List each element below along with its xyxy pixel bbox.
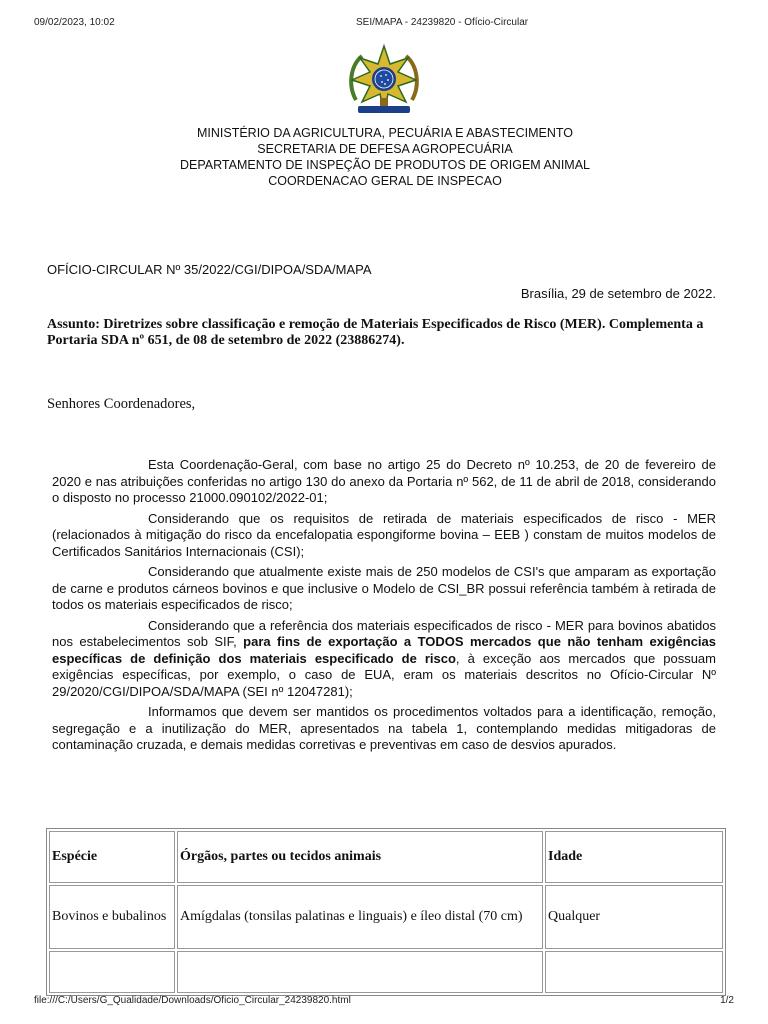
- cell-species: Bovinos e bubalinos: [49, 885, 175, 949]
- org-line-coordination: COORDENACAO GERAL DE INSPECAO: [268, 174, 502, 188]
- cell-age: Qualquer: [545, 885, 723, 949]
- paragraph-5: Informamos que devem ser mantidos os procedimentos voltados para a identificação, remoção, segregação e a inutilização do MER, apresentados na tabela 1, contemplando medidas mitigadoras de contaminação cruzada, e demais medidas corretivas e preventivas em caso de desvios apurados.: [52, 704, 716, 752]
- table-row: [49, 885, 723, 949]
- salutation: Senhores Coordenadores,: [47, 396, 196, 412]
- org-line-ministry: MINISTÉRIO DA AGRICULTURA, PECUÁRIA E ABASTECIMENTO: [196, 126, 573, 140]
- org-line-secretariat: SECRETARIA DE DEFESA AGROPECUÁRIA: [257, 142, 513, 156]
- table-row-empty: [49, 951, 723, 993]
- print-page-number: 1/2: [720, 995, 734, 1006]
- print-file-path: file:///C:/Users/G_Qualidade/Downloads/Oficio_Circular_24239820.html: [34, 995, 351, 1006]
- paragraph-1: Esta Coordenação-Geral, com base no artigo 25 do Decreto nº 10.253, de 20 de fevereiro de 2020 e nas atribuições conferidas no artigo 130 do anexo da Portaria nº 562, de 11 de abril de 2018, considerando o disposto no processo 21000.090102/2022-01;: [52, 457, 716, 505]
- mer-table: [46, 828, 726, 996]
- header-species: Espécie: [49, 831, 175, 883]
- subject: Assunto: Diretrizes sobre classificação e remoção de Materiais Especificados de Risco (MER). Complementa a Portaria SDA nº 651, de 08 de setembro de 2022 (23886274).: [47, 317, 704, 348]
- cell-organs: Amígdalas (tonsilas palatinas e linguais) e íleo distal (70 cm): [177, 885, 543, 949]
- print-datetime: 09/02/2023, 10:02: [34, 17, 115, 28]
- organization-header: [120, 125, 650, 189]
- header-age: Idade: [545, 831, 723, 883]
- paragraph-4: [52, 618, 716, 701]
- date-line: Brasília, 29 de setembro de 2022.: [520, 286, 716, 301]
- print-page-title: SEI/MAPA - 24239820 - Ofício-Circular: [356, 17, 529, 28]
- cell-empty: [177, 951, 543, 993]
- org-line-department: DEPARTAMENTO DE INSPEÇÃO DE PRODUTOS DE ORIGEM ANIMAL: [179, 158, 591, 172]
- paragraph-4-end: , à exceção aos mercados que possuam exigências específicas, por exemplo, o caso de EUA, eram os materiais descritos no Ofício-Circular Nº 29/2020/CGI/DIPOA/SDA/MAPA (SEI nº 12047281);: [52, 650, 716, 699]
- paragraph-4-bold: para fins de exportação a TODOS mercados que não tenham exigências específicas de definição dos materiais especificado de risco: [52, 634, 716, 666]
- cell-empty: [49, 951, 175, 993]
- paragraph-3: Considerando que atualmente existe mais de 250 modelos de CSI's que amparam as exportação de carne e produtos cárneos bovinos e que inclusive o Modelo de CSI_BR possui referência também à retirada de todos os materiais especificados de risco;: [52, 564, 716, 612]
- letter-body: [52, 457, 716, 758]
- paragraph-4-start: Considerando que a referência dos materiais especificados de risco - MER para bovinos abatidos nos estabelecimentos sob SIF,: [52, 617, 716, 649]
- oficio-number: OFÍCIO-CIRCULAR Nº 35/2022/CGI/DIPOA/SDA/MAPA: [47, 262, 372, 277]
- brazil-coat-of-arms-icon: [344, 42, 424, 118]
- table-header-row: [49, 831, 723, 883]
- paragraph-2: Considerando que os requisitos de retirada de materiais especificados de risco - MER (relacionados à mitigação do risco da encefalopatia espongiforme bovina – EEB ) constam de muitos modelos de Certificados Sanitários Internacionais (CSI);: [52, 510, 716, 559]
- cell-empty: [545, 951, 723, 993]
- header-organs: Órgãos, partes ou tecidos animais: [177, 831, 543, 883]
